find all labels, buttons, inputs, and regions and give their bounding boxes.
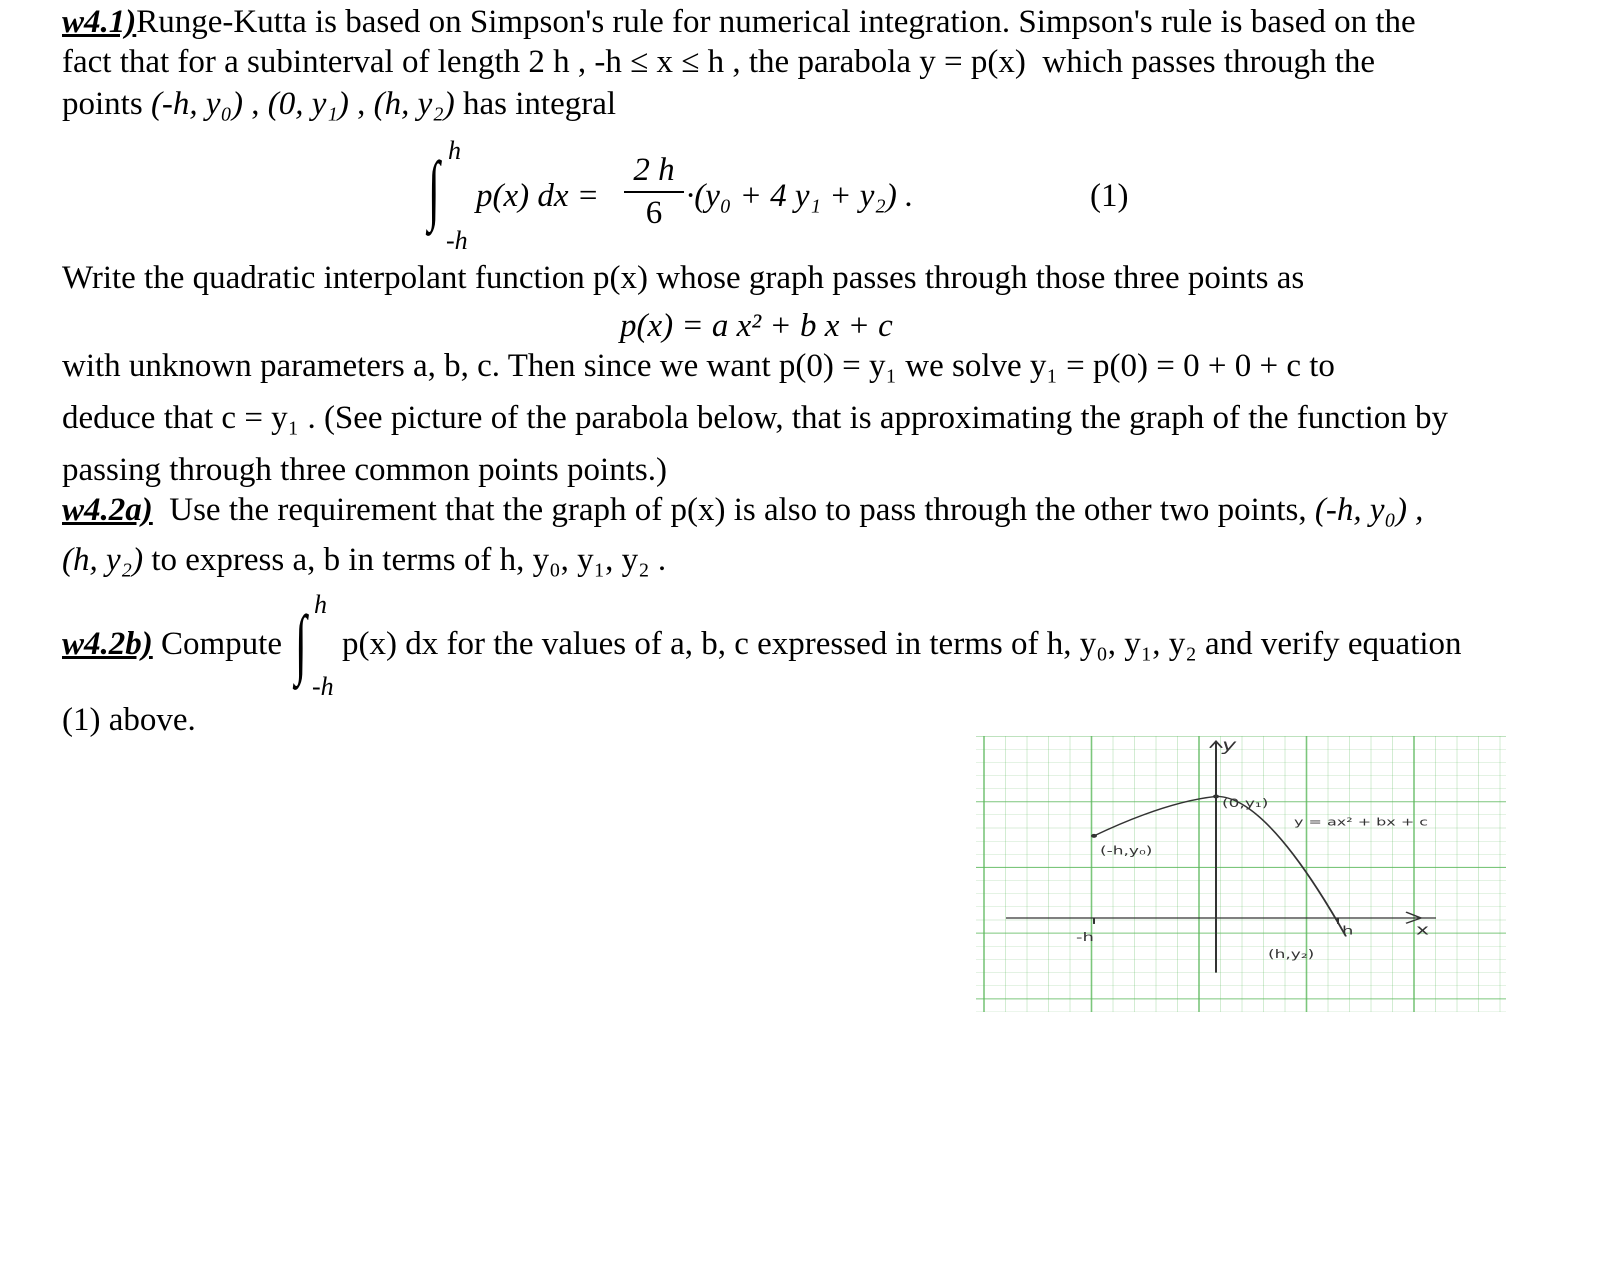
w41-line2-a: fact that for a subinterval of length 2 h , -h ≤ x ≤ h , the parabola y = p(x) [62, 44, 1026, 80]
fraction-bar [624, 191, 684, 193]
eq1-rhs: ·(y₀ + 4 y₁ + y₂) . [686, 178, 914, 214]
with-line: with unknown parameters a, b, c. Then since we want p(0) = y₁ we solve y₁ = p(0) = 0 + 0 + c to [62, 348, 1335, 384]
w42b-upper-limit: h [314, 590, 327, 619]
point-right-label: (h,y₂) [1268, 948, 1315, 962]
w42a-line2-text: to express a, b in terms of h, y₀, y₁, y₂ . [151, 542, 667, 578]
tick-h-label: h [1342, 923, 1354, 938]
point-3: (h, y₂) [373, 86, 455, 122]
passing-line: passing through three common points points.) [62, 452, 667, 488]
y-axis-label: y [1222, 736, 1237, 755]
w42a-label: w4.2a) [62, 492, 153, 528]
x-axis-label: x [1416, 922, 1430, 939]
eq1-frac-den: 6 [645, 195, 663, 231]
eq1-integrand: p(x) dx = [476, 178, 600, 214]
w42a-line-1 [62, 490, 1423, 530]
eq1-upper-limit: h [448, 136, 461, 165]
w41-line-3: points (-h, y₀) , (0, y₁) , (h, y₂) has integral [62, 86, 617, 122]
w42b-lower-limit: -h [312, 672, 334, 701]
w41-line2-b: which passes through the [1042, 44, 1376, 80]
point-top-label: (0,y₁) [1222, 797, 1269, 811]
w42a-text: Use the requirement that the graph of p(x) is also to pass through the other two points, [169, 492, 1307, 528]
graph-grid [976, 736, 1506, 1012]
eq1-number: (1) [1090, 178, 1129, 214]
w42a-line2-point: (h, y₂) [62, 542, 144, 578]
curve-label: y = ax² + bx + c [1294, 816, 1429, 829]
eq1-frac-num: 2 h [633, 152, 675, 188]
w42b-integral-sign: ∫ [295, 599, 307, 686]
w41-line-2 [62, 42, 1375, 82]
w41-line-1 [62, 2, 1416, 42]
w42b-label-line [62, 624, 282, 664]
eq1-lower-limit: -h [446, 226, 468, 255]
tick-minus-h-label: -h [1076, 930, 1094, 945]
w42b-text: p(x) dx for the values of a, b, c expressed in terms of h, y₀, y₁, y₂ and verify equation [342, 626, 1462, 662]
w41-line1-text: Runge-Kutta is based on Simpson's rule for numerical integration. Simpson's rule is based on the [136, 4, 1416, 40]
point-1: (-h, y₀) [150, 86, 244, 122]
w42b-compute: Compute [161, 626, 282, 662]
w41-line3-b: has integral [463, 86, 617, 122]
w41-label: w4.1) [62, 4, 137, 40]
w42a-line-2 [62, 540, 666, 580]
w42b-label: w4.2b) [62, 626, 153, 662]
deduce-line: deduce that c = y₁ . (See picture of the parabola below, that is approximating the graph of the function by [62, 400, 1449, 436]
point-zero [1213, 794, 1219, 798]
w41-line3-a: points [62, 86, 143, 122]
quadratic-equation: p(x) = a x² + b x + c [620, 308, 893, 344]
w42a-point: (-h, y₀) , [1314, 492, 1424, 528]
w42b-line-2: (1) above. [62, 702, 196, 738]
write-line: Write the quadratic interpolant function p(x) whose graph passes through those three points as [62, 260, 1305, 296]
point-2: (0, y₁) [267, 86, 349, 122]
integral-sign: ∫ [428, 145, 440, 232]
parabola-figure [976, 736, 1506, 1012]
eq1-fraction [624, 152, 684, 232]
point-minus-h [1091, 834, 1097, 838]
point-left-label: (-h,y₀) [1100, 844, 1153, 858]
